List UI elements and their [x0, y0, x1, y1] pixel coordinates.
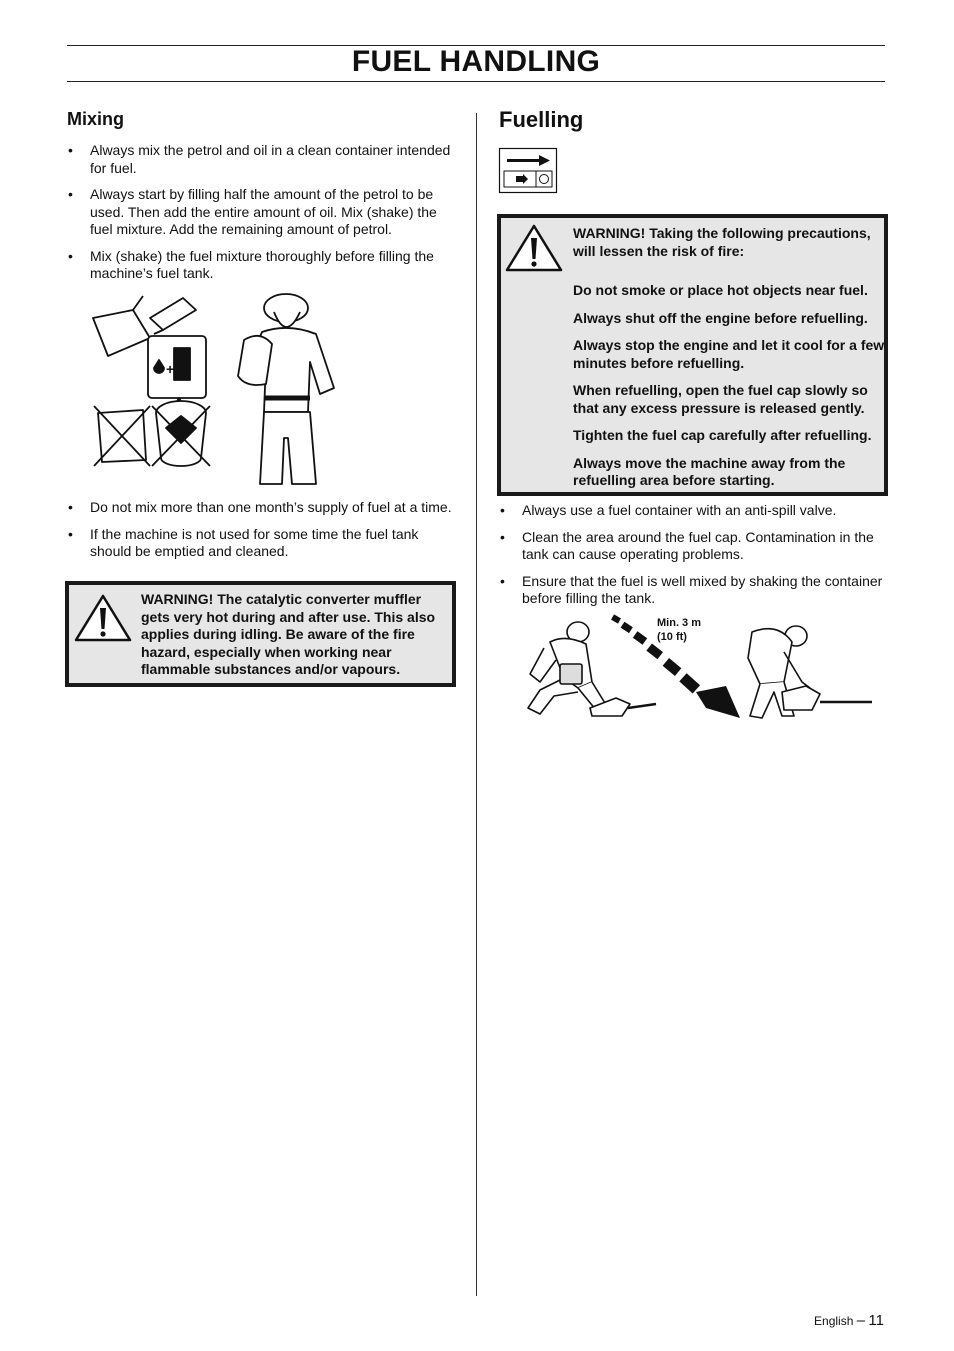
list-item: • Always start by filling half the amount of the petrol to be used. Then add the entire amount of oil. Mix (shake) the fuel mixture. Add the remaining amount of petrol. — [67, 186, 457, 239]
warning-line: WARNING! Taking the following precautions, will lessen the risk of fire: — [573, 225, 871, 259]
warning-triangle-icon — [73, 593, 133, 643]
list-item: • Always mix the petrol and oil in a clean container intended for fuel. — [67, 142, 457, 177]
footer-separator: – — [856, 1312, 866, 1329]
title-rule-bottom — [67, 81, 885, 82]
list-item: • Clean the area around the fuel cap. Contamination in the tank can cause operating problems. — [499, 529, 887, 564]
see-instructions-symbol-icon — [499, 148, 557, 193]
list-item: • Always use a fuel container with an anti-spill valve. — [499, 502, 887, 520]
svg-text:+: + — [166, 361, 175, 377]
list-item: • Ensure that the fuel is well mixed by shaking the container before filling the tank. — [499, 573, 887, 608]
fuelling-heading: Fuelling — [499, 107, 584, 132]
warning-line: Always shut off the engine before refuelling. — [573, 309, 868, 326]
distance-label-line-1: Min. 3 m — [657, 617, 702, 629]
fire-warning-text — [573, 225, 885, 500]
catalytic-warning-text: WARNING! The catalytic converter muffler gets very hot during and after use. This also applies during idling. Be aware of the fire hazard, especially when working near flammable substances and/or vapours. — [141, 591, 436, 677]
warning-triangle-icon — [504, 223, 564, 273]
warning-line: When refuelling, open the fuel cap slowly so that any excess pressure is released gently. — [573, 382, 868, 416]
column-divider — [476, 113, 477, 1296]
page-title: FUEL HANDLING — [351, 45, 601, 78]
mixing-heading: Mixing — [67, 109, 124, 129]
footer-language: English — [814, 1314, 854, 1328]
page-footer — [814, 1312, 884, 1329]
warning-line: Tighten the fuel cap carefully after refuelling. — [573, 427, 872, 443]
fire-warning-box — [497, 214, 888, 496]
mixing-bullets-top — [67, 142, 457, 292]
refuelling-distance-illustration — [520, 612, 880, 722]
distance-label-line-2: (10 ft) — [657, 631, 687, 643]
footer-page-number: 11 — [868, 1312, 884, 1329]
warning-line: Always stop the engine and let it cool for a few minutes before refuelling. — [573, 337, 885, 371]
warning-line: Always move the machine away from the refuelling area before starting. — [573, 454, 846, 488]
mixing-bullets-bottom — [67, 499, 457, 570]
fuelling-bullets — [499, 502, 887, 617]
catalytic-warning-box — [65, 581, 456, 687]
list-item: • Do not mix more than one month’s supply of fuel at a time. — [67, 499, 457, 517]
fuel-mixing-illustration — [88, 288, 348, 488]
warning-line: Do not smoke or place hot objects near fuel. — [573, 282, 868, 298]
list-item: • Mix (shake) the fuel mixture thoroughly before filling the machine’s fuel tank. — [67, 248, 457, 283]
list-item: • If the machine is not used for some time the fuel tank should be emptied and cleaned. — [67, 526, 457, 561]
